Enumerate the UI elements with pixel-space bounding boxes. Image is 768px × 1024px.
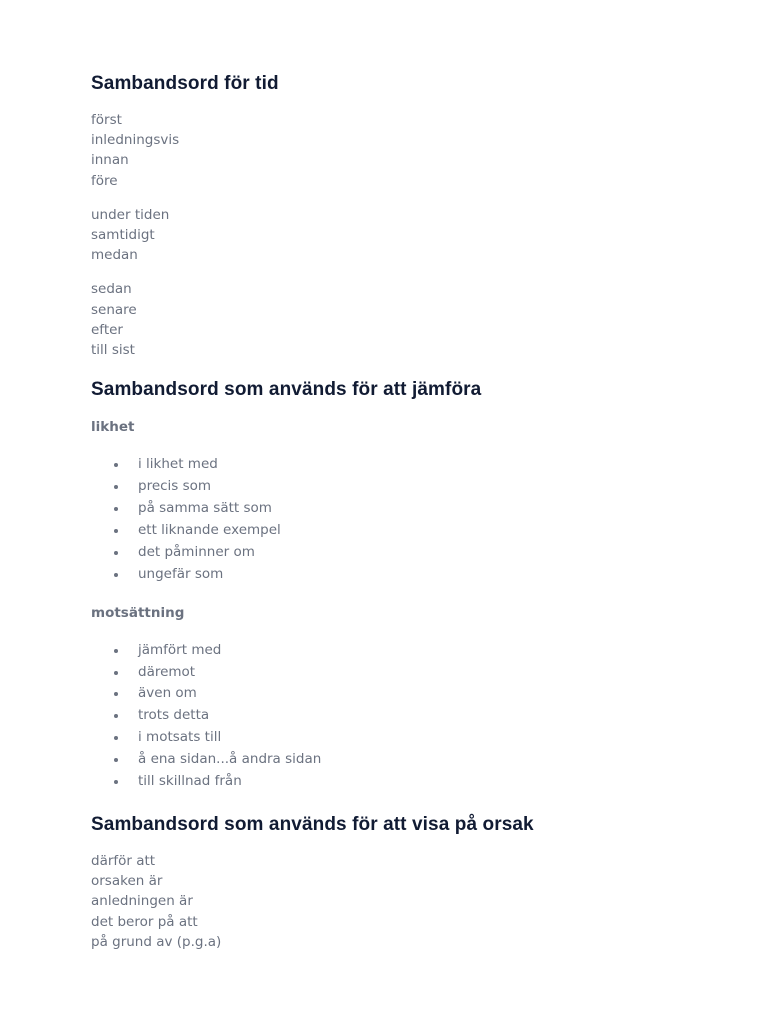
list-item: i likhet med <box>91 454 731 476</box>
document-page <box>91 0 731 952</box>
subheading-likhet: likhet <box>91 419 135 436</box>
list-item: ungefär som <box>91 564 731 586</box>
word-line: det beror på att <box>91 913 198 930</box>
likhet-list <box>91 454 731 585</box>
time-group-3 <box>91 279 731 360</box>
list-item: däremot <box>91 662 731 684</box>
bullet-icon <box>114 758 118 762</box>
list-item: på samma sätt som <box>91 498 731 520</box>
list-item: det påminner om <box>91 542 731 564</box>
word-line: innan <box>91 152 129 169</box>
word-line: under tiden <box>91 206 170 223</box>
heading-cause: Sambandsord som används för att visa på orsak <box>91 814 534 836</box>
bullet-icon <box>114 485 118 489</box>
heading-compare: Sambandsord som används för att jämföra <box>91 379 482 401</box>
bullet-icon <box>114 714 118 718</box>
list-item: även om <box>91 683 731 705</box>
word-line: på grund av (p.g.a) <box>91 933 222 950</box>
bullet-icon <box>114 692 118 696</box>
motsattning-list <box>91 640 731 793</box>
list-item: precis som <box>91 476 731 498</box>
bullet-icon <box>114 529 118 533</box>
bullet-icon <box>114 736 118 740</box>
bullet-icon <box>114 649 118 653</box>
heading-time: Sambandsord för tid <box>91 73 279 94</box>
word-line: före <box>91 172 118 189</box>
word-line: därför att <box>91 853 156 870</box>
list-item: i motsats till <box>91 727 731 749</box>
time-group-2 <box>91 205 731 266</box>
word-line: medan <box>91 247 138 264</box>
list-item: ett liknande exempel <box>91 520 731 542</box>
bullet-icon <box>114 551 118 555</box>
bullet-icon <box>114 507 118 511</box>
subheading-motsattning: motsättning <box>91 604 185 621</box>
word-line: sedan <box>91 281 132 298</box>
list-item: jämfört med <box>91 640 731 662</box>
bullet-icon <box>114 573 118 577</box>
list-item: å ena sidan...å andra sidan <box>91 749 731 771</box>
time-group-1 <box>91 110 731 191</box>
bullet-icon <box>114 671 118 675</box>
cause-group <box>91 851 731 952</box>
list-item: till skillnad från <box>91 771 731 793</box>
word-line: orsaken är <box>91 873 163 890</box>
word-line: inledningsvis <box>91 132 180 149</box>
word-line: senare <box>91 301 137 318</box>
list-item: trots detta <box>91 705 731 727</box>
bullet-icon <box>114 463 118 467</box>
word-line: samtidigt <box>91 227 155 244</box>
word-line: anledningen är <box>91 893 193 910</box>
word-line: efter <box>91 321 123 338</box>
word-line: till sist <box>91 342 135 359</box>
bullet-icon <box>114 780 118 784</box>
word-line: först <box>91 112 122 128</box>
